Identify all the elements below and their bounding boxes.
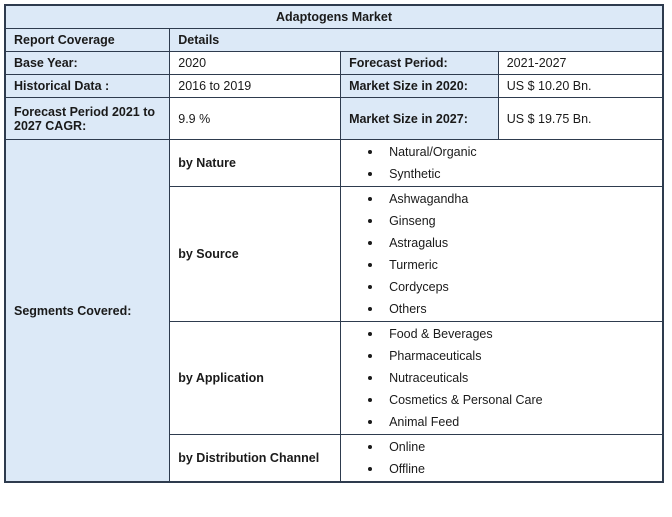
column-header-details: Details: [170, 29, 663, 52]
value-market-size-2020: US $ 10.20 Bn.: [498, 75, 662, 98]
segment-name-application: by Application: [170, 322, 341, 435]
list-item: • Ginseng: [383, 213, 654, 229]
label-segments-covered: Segments Covered:: [6, 140, 170, 482]
market-report-table: [5, 5, 663, 482]
label-forecast-cagr: Forecast Period 2021 to 2027 CAGR:: [6, 98, 170, 140]
list-item: • Animal Feed: [383, 414, 654, 430]
column-header-report-coverage: Report Coverage: [6, 29, 170, 52]
table-row-title: [6, 6, 663, 29]
label-base-year: Base Year:: [6, 52, 170, 75]
value-forecast-period: 2021-2027: [498, 52, 662, 75]
segment-list-application: [349, 326, 654, 430]
list-item: • Turmeric: [383, 257, 654, 273]
table-row-header: [6, 29, 663, 52]
list-item: • Cosmetics & Personal Care: [383, 392, 654, 408]
list-item: • Others: [383, 301, 654, 317]
segment-items-nature: [341, 140, 663, 187]
list-item: • Ashwagandha: [383, 191, 654, 207]
segment-list-nature: [349, 144, 654, 182]
list-item: • Cordyceps: [383, 279, 654, 295]
segment-list-distribution-channel: [349, 439, 654, 477]
list-item: • Natural/Organic: [383, 144, 654, 160]
page-title: Adaptogens Market: [6, 6, 663, 29]
segment-items-source: [341, 187, 663, 322]
value-base-year: 2020: [170, 52, 341, 75]
value-forecast-cagr: 9.9 %: [170, 98, 341, 140]
label-historical-data: Historical Data :: [6, 75, 170, 98]
market-report-table-container: [4, 4, 664, 483]
list-item: • Synthetic: [383, 166, 654, 182]
segment-list-source: [349, 191, 654, 317]
list-item: • Offline: [383, 461, 654, 477]
list-item: • Pharmaceuticals: [383, 348, 654, 364]
label-market-size-2027: Market Size in 2027:: [341, 98, 499, 140]
segment-name-source: by Source: [170, 187, 341, 322]
table-row: [6, 52, 663, 75]
segment-items-application: [341, 322, 663, 435]
table-row: [6, 75, 663, 98]
list-item: • Nutraceuticals: [383, 370, 654, 386]
table-row-segment-nature: [6, 140, 663, 187]
segment-name-nature: by Nature: [170, 140, 341, 187]
label-market-size-2020: Market Size in 2020:: [341, 75, 499, 98]
list-item: • Food & Beverages: [383, 326, 654, 342]
list-item: • Online: [383, 439, 654, 455]
segment-items-distribution-channel: [341, 435, 663, 482]
table-row: [6, 98, 663, 140]
segment-name-distribution-channel: by Distribution Channel: [170, 435, 341, 482]
label-forecast-period: Forecast Period:: [341, 52, 499, 75]
value-market-size-2027: US $ 19.75 Bn.: [498, 98, 662, 140]
list-item: • Astragalus: [383, 235, 654, 251]
value-historical-data: 2016 to 2019: [170, 75, 341, 98]
